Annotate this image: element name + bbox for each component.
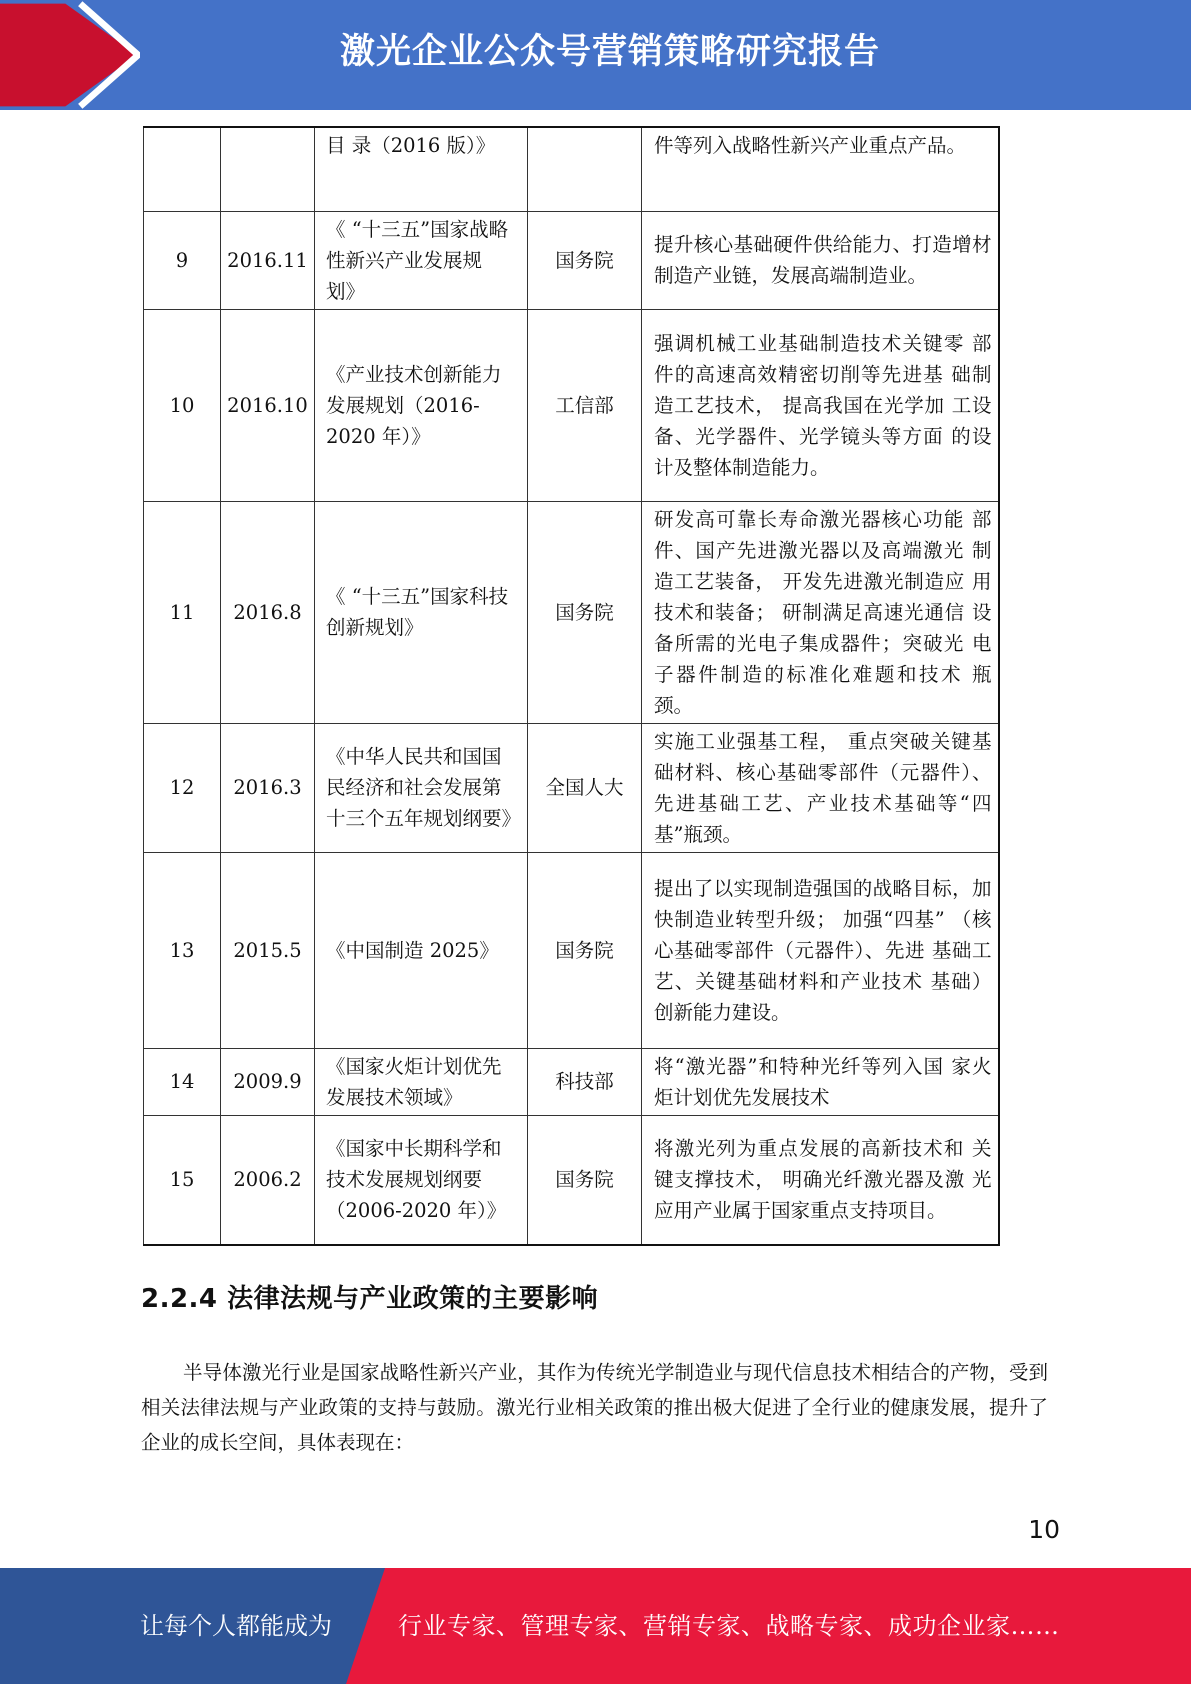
row-policy-name: 《 “十三五”国家战略性新兴产业发展规 划》 (315, 211, 528, 309)
section-paragraph: 半导体激光行业是国家战略性新兴产业，其作为传统光学制造业与现代信息技术相结合的产物，受到相关法律法规与产业政策的支持与鼓励。激光行业相关政策的推出极大促进了全行业的健康发展，提升了企业的成长空间，具体表现在： (141, 1361, 1048, 1454)
row-date: 2016.10 (221, 309, 315, 501)
page-header (0, 0, 1191, 110)
table-row (144, 309, 999, 501)
table-row (144, 1115, 999, 1245)
table-row (144, 127, 999, 211)
table-row (144, 501, 999, 723)
row-content: 提升核心基础硬件供给能力、打造增材制造产业链，发展高端制造业。 (642, 211, 999, 309)
row-index: 13 (144, 852, 221, 1048)
row-content: 件等列入战略性新兴产业重点产品。 (642, 127, 999, 211)
report-title: 激光企业公众号营销策略研究报告 (339, 32, 880, 72)
row-policy-name: 《国家火炬计划优先 发展技术领域》 (315, 1048, 528, 1115)
row-date: 2015.5 (221, 852, 315, 1048)
row-index: 14 (144, 1048, 221, 1115)
footer-slogan-left: 让每个人都能成为 (140, 1612, 332, 1640)
row-department: 国务院 (528, 211, 642, 309)
row-index: 15 (144, 1115, 221, 1245)
table-row (144, 211, 999, 309)
row-content: 将“激光器”和特种光纤等列入国 家火炬计划优先发展技术 (642, 1048, 999, 1115)
row-index: 12 (144, 723, 221, 852)
section-heading: 2.2.4 法律法规与产业政策的主要影响 (141, 1284, 599, 1314)
row-policy-name: 《中国制造 2025》 (315, 852, 528, 1048)
row-policy-name: 目 录（2016 版）》 (315, 127, 528, 211)
row-content: 将激光列为重点发展的高新技术和 关键支撑技术， 明确光纤激光器及激 光应用产业属于国家重点支持项目。 (642, 1115, 999, 1245)
page-footer (0, 1568, 1191, 1684)
table-row (144, 723, 999, 852)
footer-slogan-right: 行业专家、管理专家、营销专家、战略专家、成功企业家…… (398, 1612, 1060, 1640)
row-content: 研发高可靠长寿命激光器核心功能 部件、国产先进激光器以及高端激光 制造工艺装备， 开发先进激光制造应 用技术和装备； 研制满足高速光通信 设备所需的光电子集成器件；突破光 电子器件制造的标准化难题和技术 瓶颈。 (642, 501, 999, 723)
row-department: 国务院 (528, 501, 642, 723)
row-date: 2006.2 (221, 1115, 315, 1245)
row-date: 2016.8 (221, 501, 315, 723)
row-department: 工信部 (528, 309, 642, 501)
row-department: 科技部 (528, 1048, 642, 1115)
row-department: 国务院 (528, 852, 642, 1048)
table-row (144, 1048, 999, 1115)
row-index: 9 (144, 211, 221, 309)
row-department: 国务院 (528, 1115, 642, 1245)
row-date: 2016.11 (221, 211, 315, 309)
table-row (144, 852, 999, 1048)
row-index: 11 (144, 501, 221, 723)
row-content: 提出了以实现制造强国的战略目标，加快制造业转型升级； 加强“四基” （核心基础零部件（元器件）、先进 基础工艺、关键基础材料和产业技术 基础）创新能力建设。 (642, 852, 999, 1048)
row-index (144, 127, 221, 211)
row-content: 实施工业强基工程， 重点突破关键基础材料、核心基础零部件（元器件）、先进基础工艺、产业技术基础等“四基”瓶颈。 (642, 723, 999, 852)
header-red-chevron (0, 0, 140, 110)
row-policy-name: 《国家中长期科学和技术发展规划纲要（2006-2020 年）》 (315, 1115, 528, 1245)
policy-table (143, 126, 1000, 1246)
row-policy-name: 《产业技术创新能力发展规划（2016-2020 年）》 (315, 309, 528, 501)
row-index: 10 (144, 309, 221, 501)
row-content: 强调机械工业基础制造技术关键零 部件的高速高效精密切削等先进基 础制造工艺技术， 提高我国在光学加 工设备、光学器件、光学镜头等方面 的设计及整体制造能力。 (642, 309, 999, 501)
row-department: 全国人大 (528, 723, 642, 852)
row-date (221, 127, 315, 211)
row-department (528, 127, 642, 211)
row-policy-name: 《中华人民共和国国民经济和社会发展第 十三个五年规划纲要》 (315, 723, 528, 852)
row-date: 2016.3 (221, 723, 315, 852)
page-number: 10 (1028, 1515, 1060, 1544)
row-date: 2009.9 (221, 1048, 315, 1115)
row-policy-name: 《 “十三五”国家科技创新规划》 (315, 501, 528, 723)
